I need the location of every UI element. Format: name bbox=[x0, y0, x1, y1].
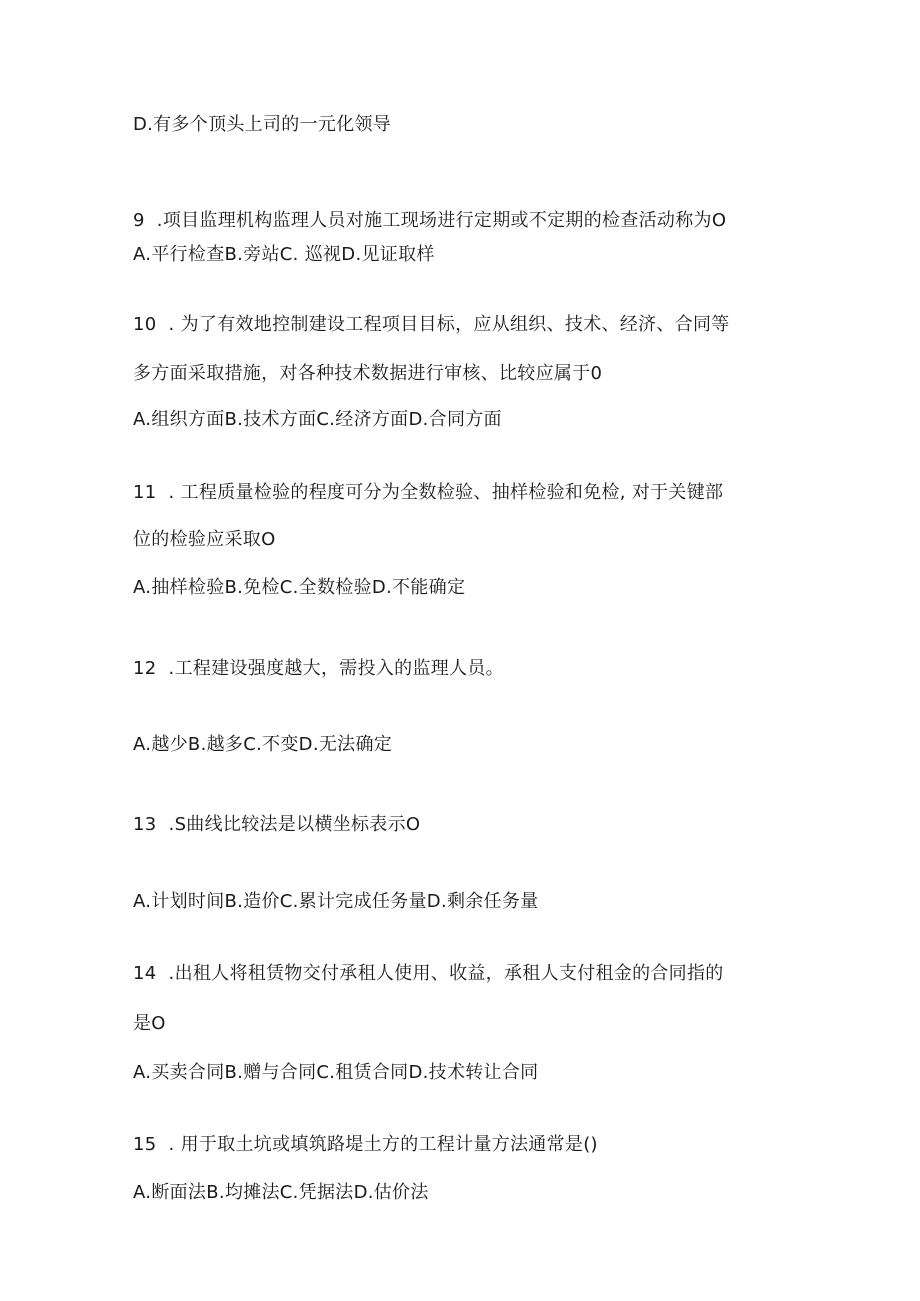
question-9-text: 9 .项目监理机构监理人员对施工现场进行定期或不定期的检查活动称为O bbox=[133, 210, 727, 231]
question-15-options: A.断面法B.均摊法C.凭据法D.估价法 bbox=[133, 1182, 429, 1203]
question-11-text-cont: 位的检验应采取O bbox=[133, 529, 276, 550]
question-14-text: 14 .出租人将租赁物交付承租人使用、收益，承租人支付租金的合同指的 bbox=[133, 963, 724, 984]
question-9-options: A.平行检查B.旁站C. 巡视D.见证取样 bbox=[133, 244, 435, 265]
question-13-text: 13 .S曲线比较法是以横坐标表示O bbox=[133, 814, 421, 835]
question-11-options: A.抽样检验B.免检C.全数检验D.不能确定 bbox=[133, 577, 466, 598]
question-14-options: A.买卖合同B.赠与合同C.租赁合同D.技术转让合同 bbox=[133, 1062, 539, 1083]
question-13-options: A.计划时间B.造价C.累计完成任务量D.剩余任务量 bbox=[133, 891, 539, 912]
question-10-text: 10 . 为了有效地控制建设工程项目目标，应从组织、技术、经济、合同等 bbox=[133, 314, 730, 335]
question-10-text-cont: 多方面采取措施，对各种技术数据进行审核、比较应属于0 bbox=[133, 363, 603, 384]
answer-option-line: D.有多个顶头上司的一元化领导 bbox=[133, 114, 392, 135]
question-12-options: A.越少B.越多C.不变D.无法确定 bbox=[133, 734, 393, 755]
question-12-text: 12 .工程建设强度越大，需投入的监理人员。 bbox=[133, 658, 504, 679]
question-15-text: 15 . 用于取土坑或填筑路堤土方的工程计量方法通常是() bbox=[133, 1134, 598, 1155]
question-10-options: A.组织方面B.技术方面C.经济方面D.合同方面 bbox=[133, 409, 502, 430]
question-14-text-cont: 是O bbox=[133, 1013, 166, 1034]
question-11-text: 11 . 工程质量检验的程度可分为全数检验、抽样检验和免检, 对于关键部 bbox=[133, 482, 724, 503]
